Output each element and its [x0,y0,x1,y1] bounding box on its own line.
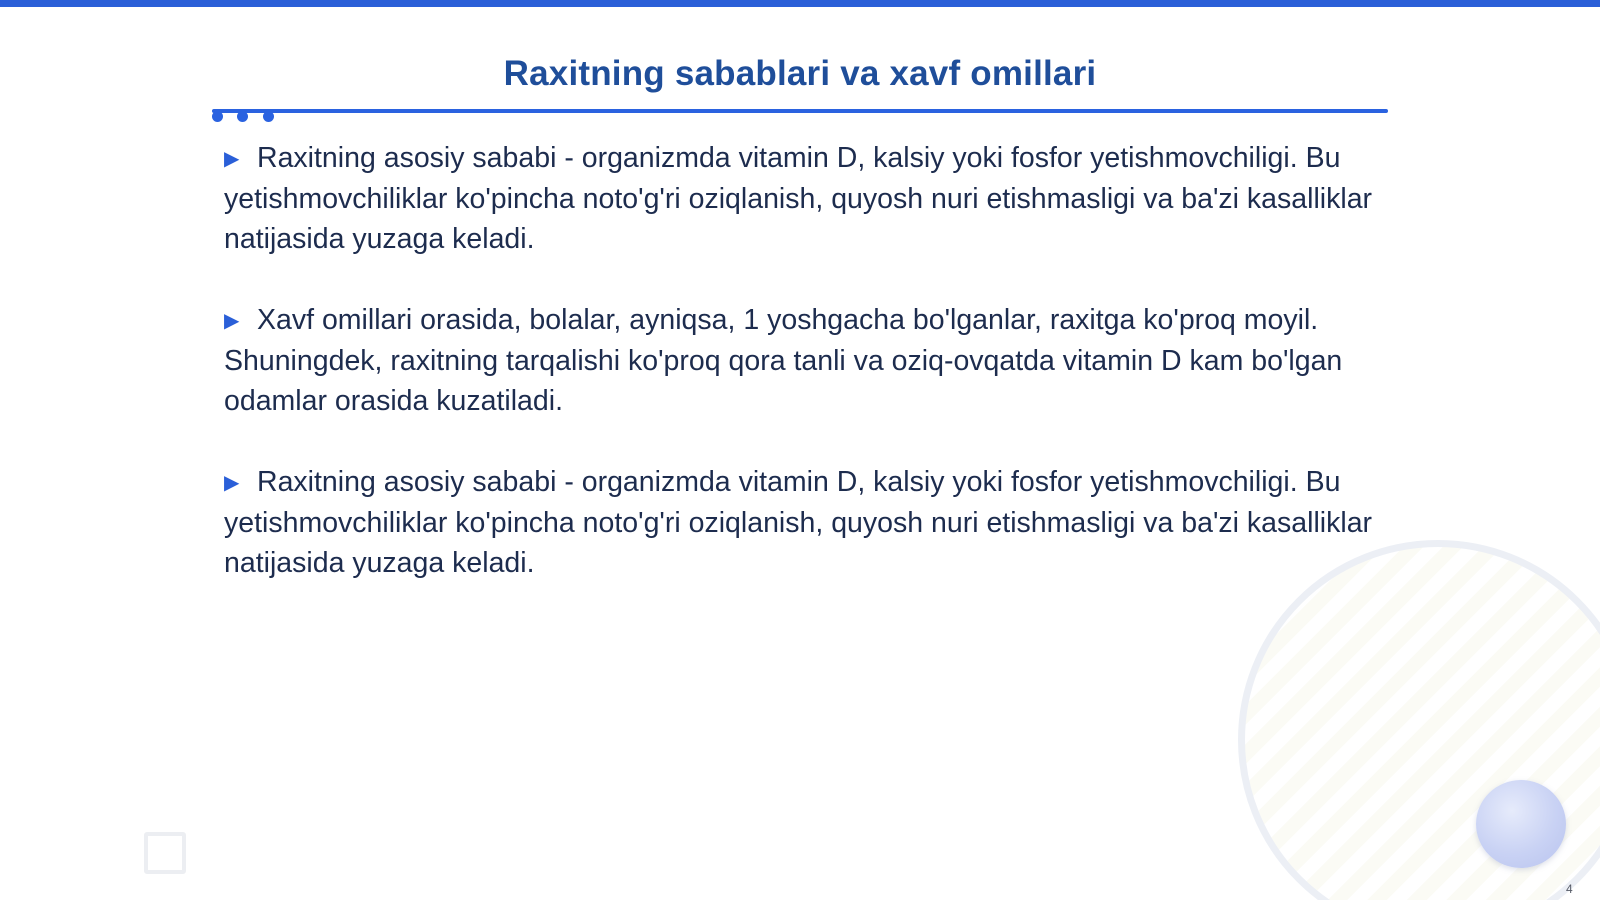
bullet-item [224,462,1374,583]
bullet-item [224,138,1374,259]
underline-dot [263,111,274,122]
bullet-item [224,300,1374,421]
underline-dot [237,111,248,122]
page-number: 4 [1566,882,1573,896]
decorative-square [144,832,186,874]
slide-title: Raxitning sabablari va xavf omillari [503,54,1097,93]
triangle-right-icon: ▶ [224,310,240,332]
bullet-text: Raxitning asosiy sababi - organizmda vitamin D, kalsiy yoki fosfor yetishmovchiligi. Bu yetishmovchiliklar ko'pincha noto'g'ri oziqlanish, quyosh nuri etishmasligi va ba'zi kasalliklar natijasida yuzaga keladi. [224,142,1373,255]
underline-dot [212,111,223,122]
bullet-text: Raxitning asosiy sababi - organizmda vitamin D, kalsiy yoki fosfor yetishmovchiligi. Bu yetishmovchiliklar ko'pincha noto'g'ri oziqlanish, quyosh nuri etishmasligi va ba'zi kasalliklar natijasida yuzaga keladi. [224,466,1373,579]
underline-dots [212,111,292,125]
top-accent-bar [0,0,1600,7]
title-underline [212,109,1388,113]
decorative-orb [1476,780,1566,868]
triangle-right-icon: ▶ [224,472,240,494]
triangle-right-icon: ▶ [224,148,240,170]
bullet-text: Xavf omillari orasida, bolalar, ayniqsa, 1 yoshgacha bo'lganlar, raxitga ko'proq moyil. Shuningdek, raxitning tarqalishi ko'proq qora tanli va oziq-ovqatda vitamin D kam bo'lgan odamlar orasida kuzatiladi. [224,304,1343,417]
bullet-list [224,138,1374,624]
